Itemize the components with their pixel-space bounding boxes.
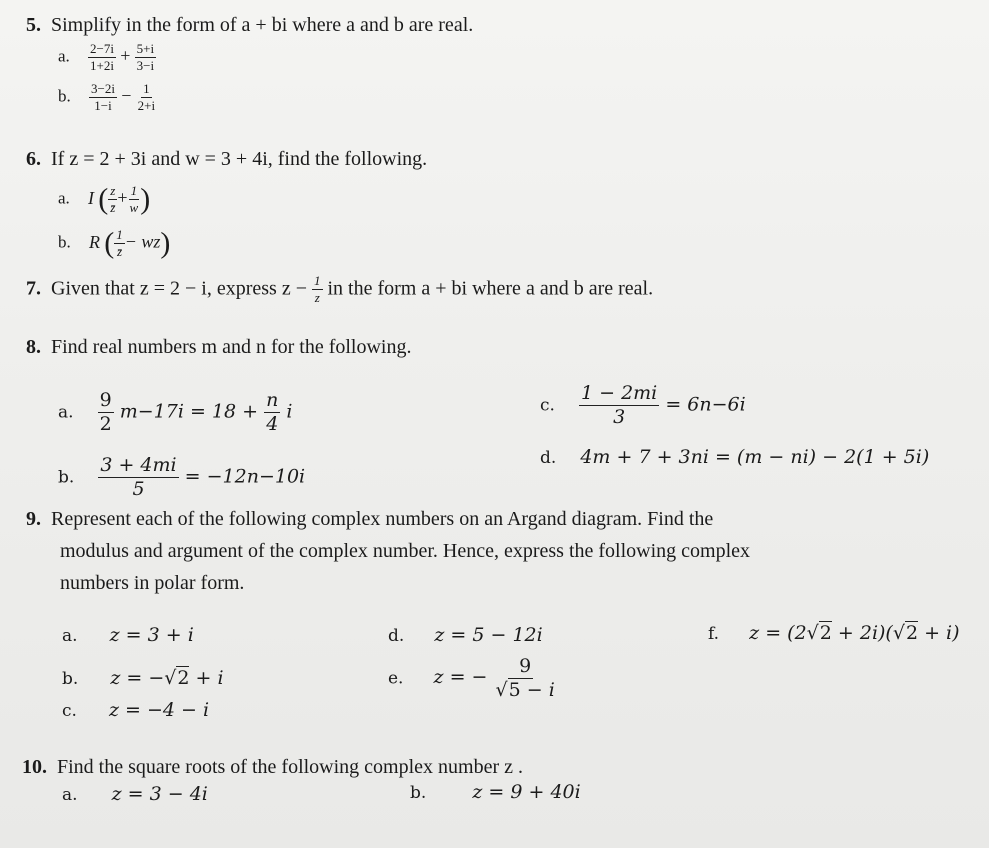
q6b-label: b.: [58, 232, 71, 252]
question-6: [26, 148, 427, 171]
q10a-label: a.: [62, 785, 78, 805]
q9f-label: f.: [708, 624, 720, 644]
q6a-label: a.: [58, 188, 70, 208]
q5b-d1: 1−i: [94, 98, 112, 114]
question-5: [26, 14, 473, 37]
q7-frac: $\frac{1}{z}$: [314, 273, 321, 306]
q8d: [540, 446, 929, 468]
q8d-expr: 4m + 7 + 3ni = (m − ni) − 2(1 + 5i): [580, 446, 930, 468]
q5-text: Simplify in the form of a + bi where a and b are real.: [51, 14, 474, 36]
question-10: [22, 756, 523, 779]
q5b-op: −: [121, 85, 132, 106]
q8a: a. $\frac{9}{2}$ m−17i = 18 + $\frac{n}{4}$ i: [58, 389, 293, 435]
q8-text: Find real numbers m and n for the following.: [51, 336, 412, 358]
q6b-rest: − wz: [124, 231, 161, 252]
q5b-frac2: [136, 82, 157, 114]
q6-number: 6.: [26, 148, 41, 170]
q8a-label: a.: [58, 402, 74, 423]
q9-line3: numbers in polar form.: [60, 572, 245, 594]
q6a-frac2: $\frac{1}{w}$: [129, 183, 139, 216]
q10a: [62, 783, 208, 805]
q9d-expr: z = 5 − 12i: [434, 624, 543, 646]
q9c-expr: z = −4 − i: [108, 699, 210, 721]
q9d: [388, 624, 543, 646]
q8b-end: = −12n−10i: [184, 465, 306, 488]
q9c-label: c.: [62, 701, 77, 721]
q8c: [540, 383, 746, 428]
q9-line1: Represent each of the following complex numbers on an Argand diagram. Find the: [51, 508, 714, 530]
q6b-frac: $\frac{1}{z̄}$: [116, 227, 123, 260]
question-7: [26, 274, 653, 306]
q5a-d1: 1+2i: [90, 58, 114, 74]
q5-number: 5.: [26, 14, 41, 36]
q9e: e. z = − $\frac{9}{√5 - i}$: [388, 655, 555, 701]
q5a-label: a.: [58, 46, 70, 66]
q8-number: 8.: [26, 336, 41, 358]
q10b-label: b.: [410, 783, 427, 803]
q9f: f. z = (2√2 + 2i)(√2 + i): [708, 622, 960, 644]
q10-text: Find the square roots of the following complex number z .: [57, 756, 524, 778]
q10a-expr: z = 3 − 4i: [111, 783, 208, 805]
q9c: [62, 699, 209, 721]
q9b-label: b.: [62, 669, 79, 689]
q8a-frac2: $\frac{n}{4}$: [266, 389, 279, 435]
q8d-label: d.: [540, 448, 557, 468]
q9a-expr: z = 3 + i: [109, 624, 194, 646]
question-8: [26, 336, 412, 359]
q8c-frac: $\frac{1 - 2mi}{3}$: [580, 382, 658, 428]
q7-pre: Given that z = 2 − i, express z −: [51, 277, 307, 300]
q8a-frac1: $\frac{9}{2}$: [99, 389, 112, 435]
q5a-frac1: [88, 42, 116, 74]
q8b: [58, 455, 305, 500]
q10-number: 10.: [22, 756, 47, 778]
q8b-label: b.: [58, 467, 75, 488]
q5b: [58, 82, 157, 114]
q5a: [58, 42, 156, 74]
q9e-label: e.: [388, 668, 404, 689]
q9a-label: a.: [62, 626, 78, 646]
q6b-fn: R: [89, 231, 100, 252]
q9d-label: d.: [388, 626, 405, 646]
q5a-d2: 3−i: [136, 58, 155, 74]
q9b-root: 2: [177, 667, 190, 689]
q7-number: 7.: [26, 277, 41, 300]
q5b-frac1: [89, 82, 117, 114]
q6a: a. I ( $\frac{z}{z̄}$ + $\frac{1}{w}$ ): [58, 182, 151, 216]
q5a-n1: 2−7i: [88, 42, 116, 58]
q5b-n1: 3−2i: [89, 82, 117, 98]
q8c-label: c.: [540, 395, 555, 416]
q9b: b. z = −√2 + i: [62, 667, 224, 689]
q8a-mid: m−17i = 18 +: [119, 400, 259, 423]
q9e-frac: $\frac{9}{√5 - i}$: [495, 655, 555, 701]
q10b-expr: z = 9 + 40i: [472, 781, 581, 803]
question-9: [26, 508, 713, 531]
q10b: [410, 781, 581, 803]
q5a-op: +: [120, 45, 131, 66]
q5b-label: b.: [58, 86, 71, 106]
q8c-end: = 6n−6i: [665, 393, 746, 416]
q9a: [62, 624, 194, 646]
q9-line2: modulus and argument of the complex number. Hence, express the following complex: [60, 540, 751, 562]
q6b: b. R ( $\frac{1}{z̄}$ − wz): [58, 226, 171, 260]
q5b-n2: 1: [141, 82, 152, 98]
q7-post: in the form a + bi where a and b are real.: [327, 277, 654, 300]
q9-number: 9.: [26, 508, 41, 530]
q5a-frac2: [135, 42, 156, 74]
q5b-d2: 2+i: [137, 98, 156, 114]
q5a-n2: 5+i: [135, 42, 156, 58]
q8b-frac: $\frac{3 + 4mi}{5}$: [100, 454, 177, 500]
q6a-fn: I: [88, 187, 95, 208]
q6-text: If z = 2 + 3i and w = 3 + 4i, find the following.: [51, 148, 428, 170]
q6a-frac1: $\frac{z}{z̄}$: [110, 183, 116, 216]
